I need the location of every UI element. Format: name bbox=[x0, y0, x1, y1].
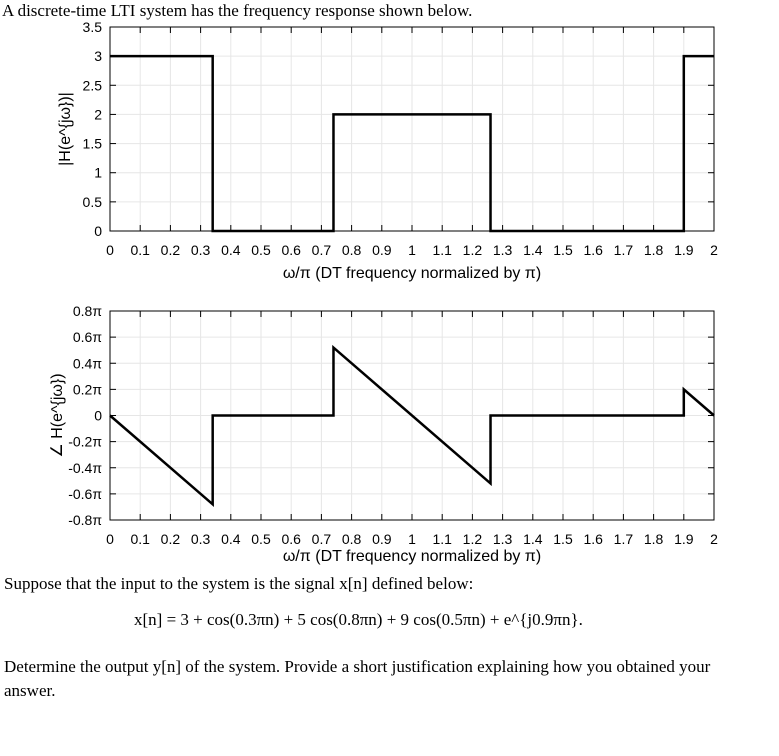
y-tick-label: 0 bbox=[94, 223, 102, 239]
x-tick-label: 0.6 bbox=[281, 531, 301, 547]
y-tick-label: -0.6π bbox=[68, 485, 102, 502]
x-tick-label: 0.6 bbox=[281, 242, 301, 258]
x-tick-label: 1.7 bbox=[613, 531, 634, 547]
y-axis-label: ∠ H(e^{jω}) bbox=[49, 373, 66, 458]
x-tick-label: 0.9 bbox=[372, 531, 392, 547]
y-tick-label: 3.5 bbox=[82, 19, 102, 35]
x-tick-label: 1.9 bbox=[674, 531, 694, 547]
y-axis-label: |H(e^{jω})| bbox=[57, 92, 74, 166]
y-tick-label: 3 bbox=[94, 48, 102, 65]
y-tick-label: -0.4π bbox=[68, 459, 102, 476]
question-line-2: answer. bbox=[4, 681, 56, 700]
x-tick-label: 1.2 bbox=[462, 242, 483, 258]
x-tick-label: 0.2 bbox=[160, 531, 181, 547]
y-tick-label: 0.4π bbox=[72, 355, 102, 372]
y-tick-label: 1.5 bbox=[82, 135, 102, 152]
y-tick-label: -0.8π bbox=[68, 512, 102, 528]
x-tick-label: 0.2 bbox=[160, 242, 181, 258]
x-tick-label: 1.8 bbox=[643, 242, 664, 258]
x-tick-label: 0.8 bbox=[341, 531, 362, 547]
x-axis-label: ω/π (DT frequency normalized by π) bbox=[282, 265, 542, 282]
x-tick-label: 1.1 bbox=[432, 242, 452, 258]
chart-1 bbox=[57, 19, 718, 282]
x-tick-label: 0.4 bbox=[221, 531, 241, 547]
x-tick-label: 1.3 bbox=[492, 531, 513, 547]
question-line-1: Determine the output y[n] of the system. Provide a short justification explaining how you obtained your bbox=[4, 657, 711, 676]
y-tick-label: 1 bbox=[94, 164, 102, 181]
x-tick-label: 1 bbox=[408, 242, 416, 258]
x-tick-label: 1.5 bbox=[553, 531, 573, 547]
x-tick-label: 0.9 bbox=[372, 242, 392, 258]
x-tick-label: 1.9 bbox=[674, 242, 694, 258]
x-tick-label: 1.8 bbox=[643, 531, 664, 547]
y-tick-label: -0.2π bbox=[68, 433, 102, 450]
intro-text: A discrete-time LTI system has the frequency response shown below. bbox=[2, 1, 473, 20]
x-tick-label: 1.4 bbox=[523, 531, 543, 547]
input-equation: x[n] = 3 + cos(0.3πn) + 5 cos(0.8πn) + 9 cos(0.5πn) + e^{j0.9πn}. bbox=[134, 610, 583, 629]
x-tick-label: 2 bbox=[710, 531, 718, 547]
x-tick-label: 0.3 bbox=[190, 531, 211, 547]
y-tick-label: 0.8π bbox=[72, 303, 102, 319]
x-tick-label: 0 bbox=[106, 531, 114, 547]
y-tick-label: 0.2π bbox=[72, 381, 102, 398]
y-tick-label: 0.5 bbox=[82, 193, 102, 210]
x-tick-label: 2 bbox=[710, 242, 718, 258]
x-tick-label: 0.5 bbox=[251, 531, 271, 547]
x-tick-label: 1.6 bbox=[583, 242, 603, 258]
x-tick-label: 0.7 bbox=[311, 242, 332, 258]
x-tick-label: 1.7 bbox=[613, 242, 634, 258]
x-tick-label: 1.6 bbox=[583, 531, 603, 547]
x-axis-label: ω/π (DT frequency normalized by π) bbox=[282, 548, 542, 565]
x-tick-label: 1.3 bbox=[492, 242, 513, 258]
chart-2 bbox=[49, 303, 718, 565]
x-tick-label: 0.7 bbox=[311, 531, 332, 547]
x-tick-label: 0.4 bbox=[221, 242, 241, 258]
x-tick-label: 0.1 bbox=[130, 242, 150, 258]
y-tick-label: 2.5 bbox=[82, 77, 102, 94]
x-tick-label: 0.5 bbox=[251, 242, 271, 258]
x-tick-label: 0 bbox=[106, 242, 114, 258]
input-sentence: Suppose that the input to the system is the signal x[n] defined below: bbox=[4, 574, 474, 593]
x-tick-label: 1.1 bbox=[432, 531, 452, 547]
x-tick-label: 1 bbox=[408, 531, 416, 547]
x-tick-label: 1.4 bbox=[523, 242, 543, 258]
x-tick-label: 0.1 bbox=[130, 531, 150, 547]
x-tick-label: 1.5 bbox=[553, 242, 573, 258]
y-tick-label: 0 bbox=[94, 407, 102, 424]
x-tick-label: 0.3 bbox=[190, 242, 211, 258]
y-tick-label: 2 bbox=[94, 106, 102, 123]
y-tick-label: 0.6π bbox=[72, 329, 102, 346]
x-tick-label: 0.8 bbox=[341, 242, 362, 258]
x-tick-label: 1.2 bbox=[462, 531, 483, 547]
